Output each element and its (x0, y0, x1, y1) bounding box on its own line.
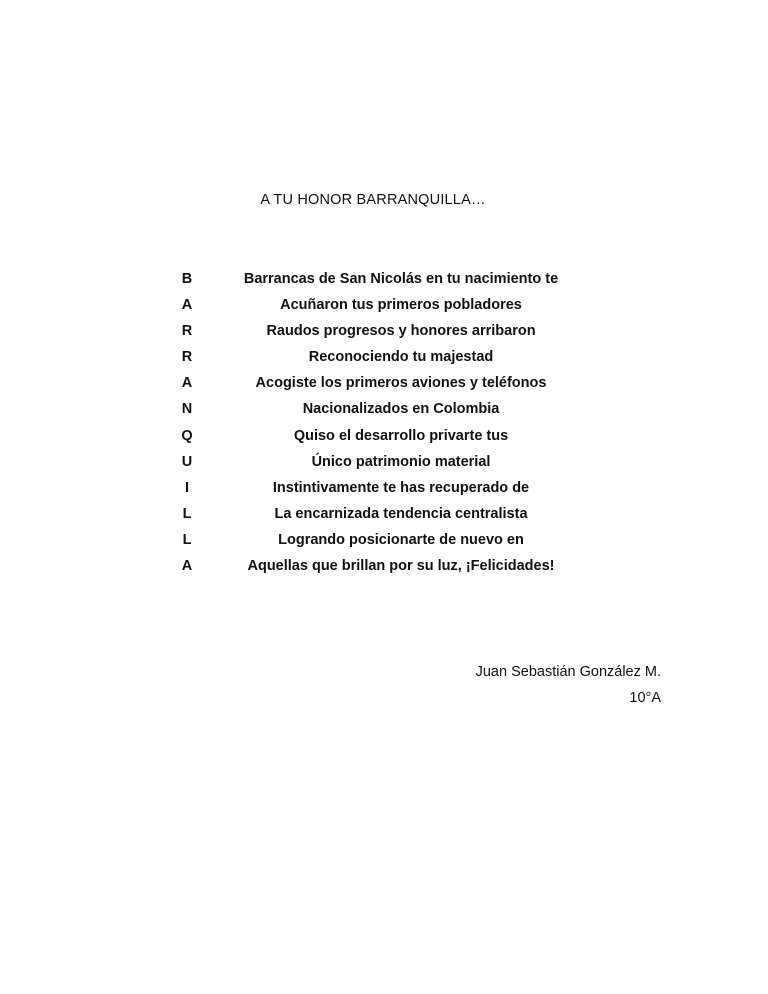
poem-verse: Acogiste los primeros aviones y teléfonos (255, 375, 547, 392)
poem-verse: Instintivamente te has recuperado de (272, 479, 530, 496)
poem-line (0, 346, 768, 372)
poem-line (0, 529, 768, 555)
poem-verse: La encarnizada tendencia centralista (274, 505, 528, 522)
poem-verse: Barrancas de San Nicolás en tu nacimiento te (243, 271, 559, 287)
poem-line (0, 320, 768, 346)
poem-verse: Aquellas que brillan por su luz, ¡Felicidades! (247, 558, 555, 575)
acrostic-initial: A (181, 558, 193, 575)
poem-line (0, 398, 768, 424)
poem-verse: Acuñaron tus primeros pobladores (280, 297, 522, 314)
poem-line (0, 268, 768, 294)
acrostic-initial: L (182, 531, 192, 548)
acrostic-initial: U (181, 453, 193, 470)
acrostic-initial: R (181, 323, 193, 340)
acrostic-initial: N (181, 401, 193, 418)
poem-line (0, 372, 768, 398)
poem-line (0, 477, 768, 503)
acrostic-initial: L (182, 505, 192, 522)
acrostic-initial: R (181, 349, 193, 366)
poem-line (0, 451, 768, 477)
author-grade: 10°A (629, 690, 661, 706)
poem-line (0, 294, 768, 320)
poem-line (0, 425, 768, 451)
poem-line (0, 503, 768, 529)
poem-verse: Único patrimonio material (311, 453, 491, 470)
poem-verse: Nacionalizados en Colombia (302, 401, 500, 418)
acrostic-initial: I (184, 479, 190, 496)
acrostic-initial: B (181, 271, 193, 287)
poem-verse: Raudos progresos y honores arribaron (266, 323, 536, 340)
acrostic-initial: Q (181, 427, 193, 444)
signature-block (476, 659, 661, 711)
author-name: Juan Sebastián González M. (475, 664, 661, 680)
poem-verse: Reconociendo tu majestad (308, 349, 494, 366)
poem-title: A TU HONOR BARRANQUILLA… (260, 192, 486, 208)
acrostic-initial: A (181, 297, 193, 314)
poem-verse: Quiso el desarrollo privarte tus (293, 427, 509, 444)
poem-line (0, 555, 768, 581)
poem-verse: Logrando posicionarte de nuevo en (278, 531, 524, 548)
acrostic-poem (0, 268, 768, 581)
acrostic-initial: A (181, 375, 193, 392)
